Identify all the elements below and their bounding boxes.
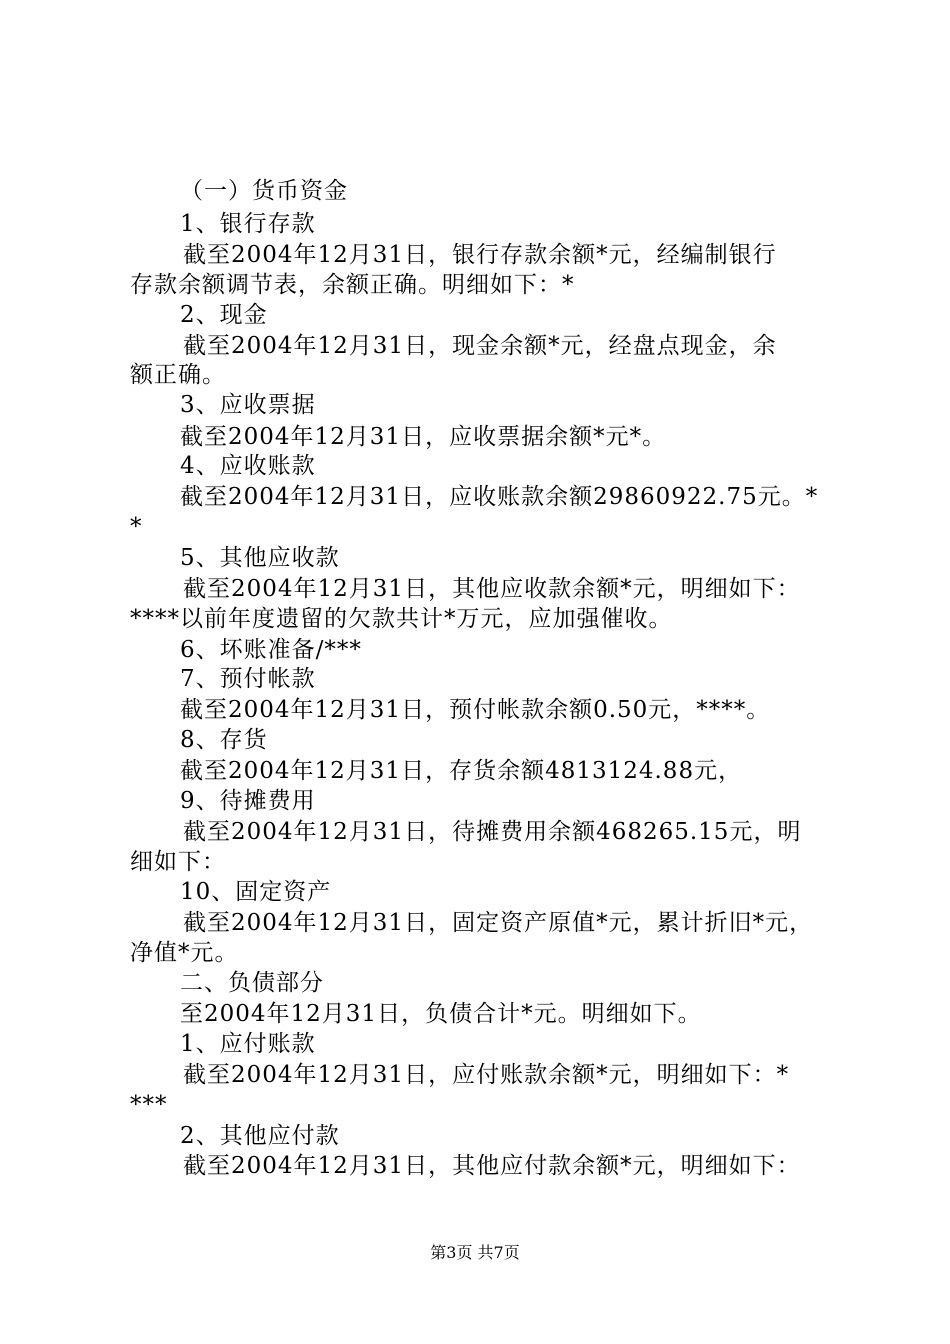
item-heading-bank-deposit: 1、银行存款 [180,211,316,237]
section-heading-monetary-funds: （一）货币资金 [180,178,348,204]
paragraph-line: 净值*元。 [130,940,239,966]
item-heading-bad-debt-provision: 6、坏账准备/*** [180,637,362,663]
paragraph-line: 截至2004年12月31日，现金余额*元，经盘点现金，余 [183,333,777,359]
paragraph-line: 截至2004年12月31日，固定资产原值*元，累计折旧*元， [183,910,814,936]
section-heading-liabilities: 二、负债部分 [180,970,324,996]
paragraph-line: 截至2004年12月31日，应收账款余额29860922.75元。* [180,484,819,510]
paragraph-line: 截至2004年12月31日，待摊费用余额468265.15元，明 [183,819,802,845]
item-heading-accounts-receivable: 4、应收账款 [180,453,316,479]
paragraph-line: 存款余额调节表，余额正确。明细如下：* [130,272,575,298]
paragraph-line: 截至2004年12月31日，存货余额4813124.88元， [180,758,743,784]
paragraph-line: 截至2004年12月31日，其他应收款余额*元，明细如下： [183,576,801,602]
item-heading-deferred-expenses: 9、待摊费用 [180,788,316,814]
item-heading-other-payables: 2、其他应付款 [180,1123,340,1149]
paragraph-line: 截至2004年12月31日，其他应付款余额*元，明细如下： [183,1153,801,1179]
item-heading-accounts-payable: 1、应付账款 [180,1031,316,1057]
paragraph-line: ****以前年度遗留的欠款共计*万元，应加强催收。 [130,606,673,632]
item-heading-notes-receivable: 3、应收票据 [180,392,316,418]
paragraph-line: 至2004年12月31日，负债合计*元。明细如下。 [180,1001,702,1027]
paragraph-line: 截至2004年12月31日，预付帐款余额0.50元，****。 [180,697,771,723]
item-heading-prepayments: 7、预付帐款 [180,666,316,692]
item-heading-cash: 2、现金 [180,302,268,328]
paragraph-line: 截至2004年12月31日，银行存款余额*元，经编制银行 [183,242,777,268]
paragraph-line: 截至2004年12月31日，应收票据余额*元*。 [180,424,667,450]
paragraph-line: 细如下： [130,849,226,875]
paragraph-line: * [130,514,143,540]
page-footer: 第3页 共7页 [430,1243,520,1262]
item-heading-other-receivables: 5、其他应收款 [180,545,340,571]
item-heading-fixed-assets: 10、固定资产 [180,879,332,905]
paragraph-line: 额正确。 [130,362,226,388]
item-heading-inventory: 8、存货 [180,727,268,753]
paragraph-line: *** [130,1092,168,1118]
paragraph-line: 截至2004年12月31日，应付账款余额*元，明细如下：* [183,1062,790,1088]
